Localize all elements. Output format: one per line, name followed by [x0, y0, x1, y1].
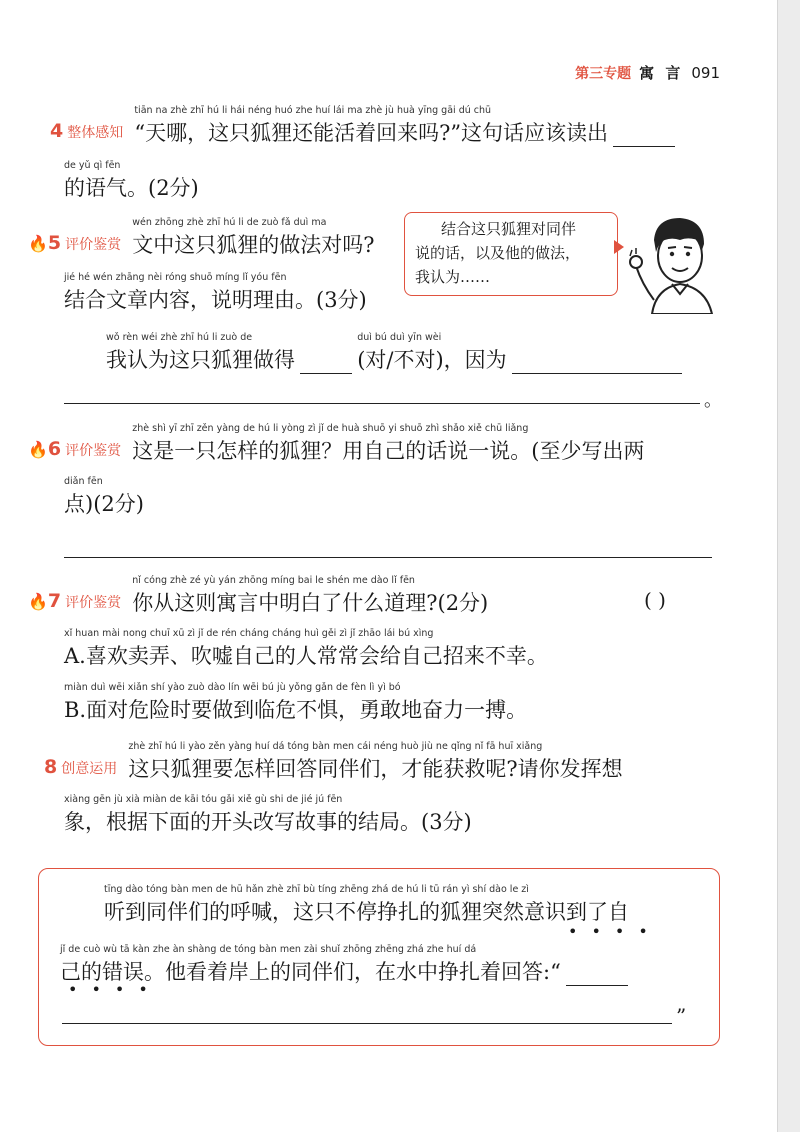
- q6-text-2: 点)(2分): [64, 492, 144, 516]
- q6-number: 6: [47, 438, 62, 460]
- q5-tag: 评价鉴赏: [65, 237, 122, 253]
- q5-line1: [28, 212, 375, 259]
- q4-tag: 整体感知: [67, 125, 124, 141]
- page-edge: [777, 0, 800, 1132]
- q6-answer-line[interactable]: [64, 556, 712, 558]
- boy-figure-icon: [624, 210, 724, 314]
- q5-reason-line[interactable]: [64, 402, 700, 404]
- story-line1: [104, 882, 629, 926]
- page-number: 091: [691, 64, 720, 82]
- q5-text-1: 文中这只狐狸的做法对吗?: [132, 233, 375, 257]
- q7-pinyin-1: nǐ cóng zhè zé yù yán zhōng míng bai le shén me dào lǐ fēn: [132, 575, 415, 586]
- q5-choice-blank[interactable]: [300, 351, 352, 374]
- q4-text-2: 的语气。(2分): [64, 176, 199, 200]
- q5-text-3b: (对/不对)，因为: [357, 348, 507, 372]
- q5-pinyin-1: wén zhōng zhè zhī hú li de zuò fǎ duì ma: [132, 217, 327, 228]
- q8-number: 8: [44, 756, 58, 778]
- q7-number: 7: [47, 590, 62, 612]
- q7-pinyin-a: xǐ huan mài nong chuī xū zì jǐ de rén cháng cháng huì gěi zì jǐ zhāo lái bú xìng: [64, 628, 434, 639]
- q7-text-1: 你从这则寓言中明白了什么道理?(2分): [132, 591, 489, 615]
- hint-line-1: 结合这只狐狸对同伴: [441, 220, 577, 238]
- q8-pinyin-1: zhè zhī hú li yào zěn yàng huí dá tóng bàn men cái néng huò jiù ne qǐng nǐ fā huī xiǎng: [128, 741, 543, 752]
- q4-answer-blank[interactable]: [613, 124, 675, 147]
- flame-icon: 🔥: [28, 234, 48, 253]
- flame-icon: 🔥: [28, 440, 48, 459]
- q7-pinyin-b: miàn duì wēi xiǎn shí yào zuò dào lín wēi bú jù yǒng gǎn de fèn lì yì bó: [64, 682, 401, 693]
- hint-line-3: 我认为……: [415, 268, 491, 286]
- q7-line1: [28, 570, 488, 617]
- q5-reason-blank[interactable]: [512, 351, 682, 374]
- story-pinyin-1: tīng dào tóng bàn men de hū hǎn zhè zhī bù tíng zhēng zhá de hú li tū rán yì shí dào le zì: [104, 884, 529, 895]
- q5-text-2: 结合文章内容，说明理由。(3分): [64, 288, 367, 312]
- q6-line2: [64, 474, 144, 518]
- q5-pinyin-3b: duì bú duì yīn wèi: [357, 332, 442, 343]
- hint-bubble: [404, 212, 618, 296]
- q4-text-1: “天哪，这只狐狸还能活着回来吗?”这句话应该读出: [134, 121, 609, 145]
- q5-line3: [106, 330, 682, 374]
- q6-pinyin-2: diǎn fēn: [64, 476, 103, 487]
- q7-tag: 评价鉴赏: [65, 595, 122, 611]
- q7-option-a[interactable]: [64, 626, 548, 670]
- topic-label: 第三专题: [575, 66, 632, 82]
- q5-pinyin-3a: wǒ rèn wéi zhè zhī hú li zuò de: [106, 332, 253, 343]
- q4-line1: [50, 100, 675, 147]
- emphasis-dots-1: ••••: [568, 922, 662, 941]
- q8-text-2: 象，根据下面的开头改写故事的结局。(3分): [64, 810, 472, 834]
- q6-line1: [28, 418, 644, 465]
- story-close-quote: ”: [676, 1004, 687, 1028]
- q8-text-1: 这只狐狸要怎样回答同伴们，才能获救呢?请你发挥想: [128, 757, 623, 781]
- q6-tag: 评价鉴赏: [65, 443, 122, 459]
- q4-line2: [64, 158, 199, 202]
- q7-text-b: B.面对危险时要做到临危不惧，勇敢地奋力一搏。: [64, 698, 528, 722]
- hint-bubble-tail: [614, 240, 624, 254]
- story-pinyin-2: jǐ de cuò wù tā kàn zhe àn shàng de tóng bàn men zài shuǐ zhōng zhēng zhá zhe huí dá: [60, 944, 477, 955]
- page-header: [575, 62, 720, 83]
- q5-line2: [64, 270, 367, 314]
- q5-pinyin-2: jié hé wén zhāng nèi róng shuō míng lǐ yóu fēn: [64, 272, 287, 283]
- story-text-1: 听到同伴们的呼喊，这只不停挣扎的狐狸突然意识到了自: [104, 900, 629, 924]
- q6-text-1: 这是一只怎样的狐狸？用自己的话说一说。(至少写出两: [132, 439, 645, 463]
- q7-option-b[interactable]: [64, 680, 527, 724]
- q7-answer-parens[interactable]: ( ): [644, 588, 666, 612]
- unit-title: 寓 言: [639, 64, 684, 82]
- emphasis-dots-2: ••••: [68, 980, 162, 999]
- q5-text-3a: 我认为这只狐狸做得: [106, 348, 295, 372]
- story-answer-line-2[interactable]: [62, 1022, 672, 1024]
- q8-pinyin-2: xiàng gēn jù xià miàn de kāi tóu gǎi xiě gù shi de jié jú fēn: [64, 794, 343, 805]
- hint-line-2: 说的话，以及他的做法，: [415, 244, 581, 262]
- q4-number: 4: [50, 120, 64, 142]
- story-answer-blank-1[interactable]: [566, 963, 628, 986]
- q8-line1: [44, 736, 623, 783]
- story-text-2: 己的错误。他看着岸上的同伴们，在水中挣扎着回答:“: [60, 960, 561, 984]
- q4-pinyin-2: de yǔ qì fēn: [64, 160, 121, 171]
- q4-pinyin-1: tiān na zhè zhī hú li hái néng huó zhe huí lái ma zhè jù huà yīng gāi dú chū: [134, 105, 492, 116]
- q5-period: 。: [704, 390, 722, 411]
- q8-tag: 创意运用: [61, 761, 118, 777]
- flame-icon: 🔥: [28, 592, 48, 611]
- q6-pinyin-1: zhè shì yī zhī zěn yàng de hú li yòng zì jǐ de huà shuō yi shuō zhì shǎo xiě chū liǎng: [132, 423, 529, 434]
- q7-text-a: A.喜欢卖弄、吹嘘自己的人常常会给自己招来不幸。: [64, 644, 548, 668]
- q5-number: 5: [47, 232, 62, 254]
- q8-line2: [64, 792, 472, 836]
